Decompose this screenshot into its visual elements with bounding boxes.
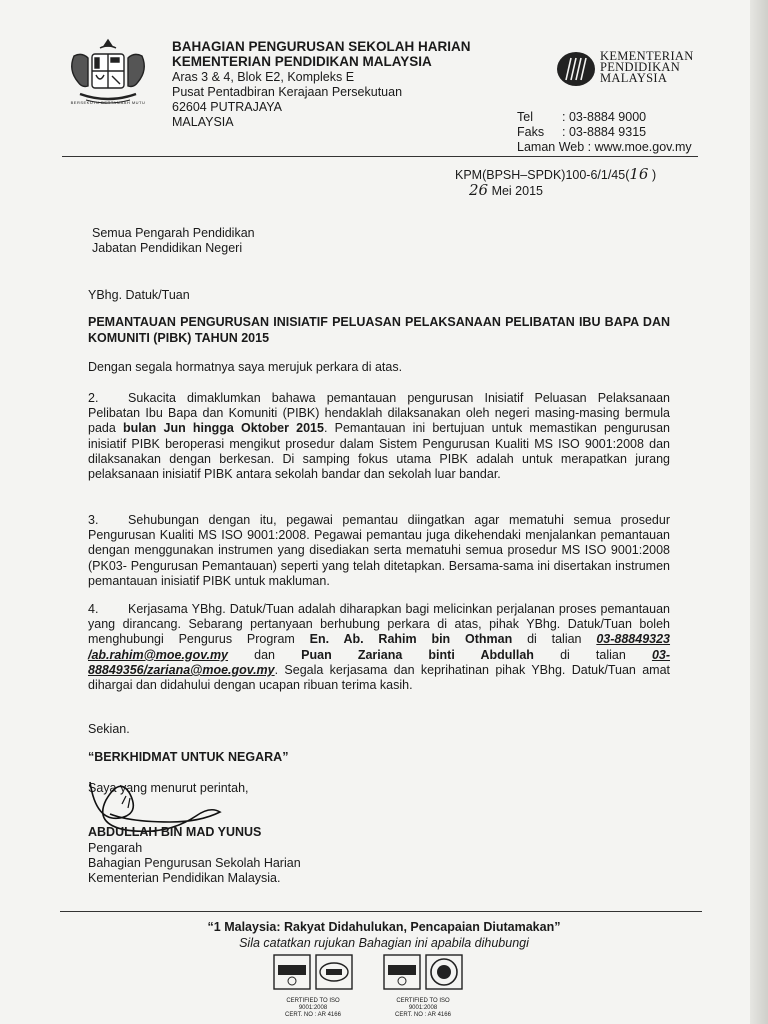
- title-line: Bahagian Pengurusan Sekolah Harian: [88, 856, 301, 870]
- address-line: 62604 PUTRAJAYA: [172, 100, 283, 114]
- crest-caption: BERSEKUTU BERTAMBAH MUTU: [70, 100, 146, 105]
- paragraph-number: 4.: [88, 602, 99, 616]
- ref-handwritten: 16: [629, 165, 649, 183]
- quality-system-icon: [272, 953, 354, 993]
- ref-suffix: ): [648, 168, 657, 182]
- paragraph-text: di talian: [512, 632, 597, 647]
- signatory-name: ABDULLAH BIN MAD YUNUS: [88, 825, 262, 839]
- moe-logo-icon: [556, 50, 596, 88]
- paragraph-text: Sehubungan dengan itu, pegawai pemantau diingatkan agar mematuhi semua prosedur Pengurusan Kualiti MS ISO 9001:2008. Pegawai pemantau juga dikehendaki menjalankan pemantauan dengan menggunakan instrumen yang disediakan serta mematuhi semua prosedur MS ISO 9001:2008 (PK03- Pengurusan Pemantauan) seperti yang telah ditetapkan. Bersama-sama ini disertakan instrumen pemantauan inisiatif PIBK untuk makluman.: [88, 513, 670, 588]
- paragraph-bold: bulan Jun hingga Oktober 2015: [122, 421, 324, 436]
- recipient-line: Jabatan Pendidikan Negeri: [92, 241, 243, 255]
- paragraph-4: [88, 602, 670, 693]
- contact-2-link[interactable]: 03-88849356/zariana@moe.gov.my: [88, 647, 671, 677]
- moe-logo-line: PENDIDIKAN: [600, 60, 681, 74]
- moe-logo-line: MALAYSIA: [600, 71, 668, 85]
- letter-date: [455, 183, 656, 199]
- address-line: MALAYSIA: [172, 115, 234, 129]
- paragraph-number: 2.: [88, 391, 99, 405]
- title-line: Kementerian Pendidikan Malaysia.: [88, 871, 281, 885]
- tel-label: Tel: [517, 110, 533, 124]
- paragraph-text: di talian: [533, 647, 652, 662]
- header-org: [172, 39, 471, 69]
- org-division: BAHAGIAN PENGURUSAN SEKOLAH HARIAN: [172, 39, 471, 54]
- signatory-title: [88, 841, 301, 886]
- paragraph-text: dan: [228, 647, 302, 662]
- paragraph-3: [88, 513, 670, 589]
- paragraph-number: 3.: [88, 513, 99, 527]
- contact-person-2: Puan Zariana binti Abdullah: [301, 647, 534, 662]
- iso-certification-badge: [272, 953, 354, 1018]
- contact-web: [517, 140, 692, 155]
- title-line: Pengarah: [88, 841, 143, 855]
- signature-icon: [82, 776, 232, 832]
- org-ministry: KEMENTERIAN PENDIDIKAN MALAYSIA: [172, 54, 432, 69]
- paragraph-text: Sukacita dimaklumkan bahawa pemantauan pengurusan Inisiatif Peluasan Pelaksanaan Pelibatan Ibu Bapa dan Komuniti (PIBK) hendaklah dilaksanakan oleh negeri masing-masing bermula pada: [88, 391, 670, 436]
- paragraph-text: . Pemantauan ini bertujuan untuk memastikan pengurusan inisiatif PIBK beroperasi mengikut prosedur dalam Sistem Pengurusan Kualiti MS ISO 9001:2008 dan dilaksanakan dengan berkesan. Di samping fokus utama PIBK adalah untuk merapatkan jurang pelaksanaan inisiatif PIBK antara sekolah bandar dan sekolah luar bandar.: [88, 421, 670, 482]
- address-line: Aras 3 & 4, Blok E2, Kompleks E: [172, 70, 355, 84]
- iso-certification-badge: [382, 953, 464, 1018]
- cert-caption: CERT. NO : AR 4166: [395, 1012, 451, 1018]
- moe-logo-line: KEMENTERIAN: [600, 49, 694, 63]
- closing-order: Saya yang menurut perintah,: [88, 781, 249, 795]
- fax-value: : 03-8884 9315: [562, 125, 647, 139]
- web-value: : www.moe.gov.my: [587, 140, 692, 154]
- closing-motto: “BERKHIDMAT UNTUK NEGARA”: [88, 750, 289, 764]
- opening-line: Dengan segala hormatnya saya merujuk perkara di atas.: [88, 360, 403, 374]
- salutation: YBhg. Datuk/Tuan: [88, 288, 190, 302]
- contact-fax: [517, 125, 692, 140]
- closing-sekian: Sekian.: [88, 722, 130, 736]
- contact-tel: [517, 110, 692, 125]
- ref-prefix: KPM(BPSH–SPDK)100-6/1/45(: [455, 168, 630, 182]
- header-divider: [62, 156, 698, 157]
- tel-value: : 03-8884 9000: [562, 110, 647, 124]
- cert-caption: CERTIFIED TO ISO 9001:2008: [396, 998, 450, 1011]
- footer-divider: [60, 911, 702, 912]
- coat-of-arms-icon: [62, 34, 154, 110]
- scan-edge-shadow: [750, 0, 768, 1024]
- date-handwritten: 26: [469, 181, 489, 199]
- date-rest: Mei 2015: [488, 184, 543, 198]
- web-label: Laman Web: [517, 140, 585, 154]
- subject-heading: PEMANTAUAN PENGURUSAN INISIATIF PELUASAN PELAKSANAAN PELIBATAN IBU BAPA DAN KOMUNITI (PIBK) TAHUN 2015: [88, 315, 670, 345]
- footer-note: Sila catatkan rujukan Bahagian ini apabila dihubungi: [239, 936, 529, 950]
- paragraph-2: [88, 391, 670, 482]
- footer-motto: “1 Malaysia: Rakyat Didahulukan, Pencapaian Diutamakan”: [207, 920, 561, 934]
- paragraph-text: Kerjasama YBhg. Datuk/Tuan adalah diharapkan bagi melicinkan perjalanan proses pemantauan yang dirancang. Sebarang pertanyaan berhubung perkara di atas, pihak YBhg. Datuk/Tuan boleh menghubungi Pengurus Program: [88, 602, 670, 647]
- address-line: Pusat Pentadbiran Kerajaan Persekutuan: [172, 85, 403, 99]
- fax-label: Faks: [517, 125, 545, 139]
- header-address: [172, 70, 402, 130]
- contact-person-1: En. Ab. Rahim bin Othman: [309, 632, 513, 647]
- paragraph-text: . Segala kerjasama dan keprihatinan pihak YBhg. Datuk/Tuan amat dihargai dan didahului dengan ucapan ribuan terima kasih.: [88, 662, 670, 693]
- contact-1-link[interactable]: 03-88849323 /ab.rahim@moe.gov.my: [88, 632, 671, 662]
- recipient-line: Semua Pengarah Pendidikan: [92, 226, 255, 240]
- quality-system-icon: [382, 953, 464, 993]
- cert-caption: CERTIFIED TO ISO 9001:2008: [286, 998, 340, 1011]
- moe-logo-text: [600, 51, 694, 84]
- cert-caption: CERT. NO : AR 4166: [285, 1012, 341, 1018]
- contact-block: [517, 110, 692, 155]
- reference-block: [455, 167, 656, 199]
- recipient-block: [92, 226, 255, 256]
